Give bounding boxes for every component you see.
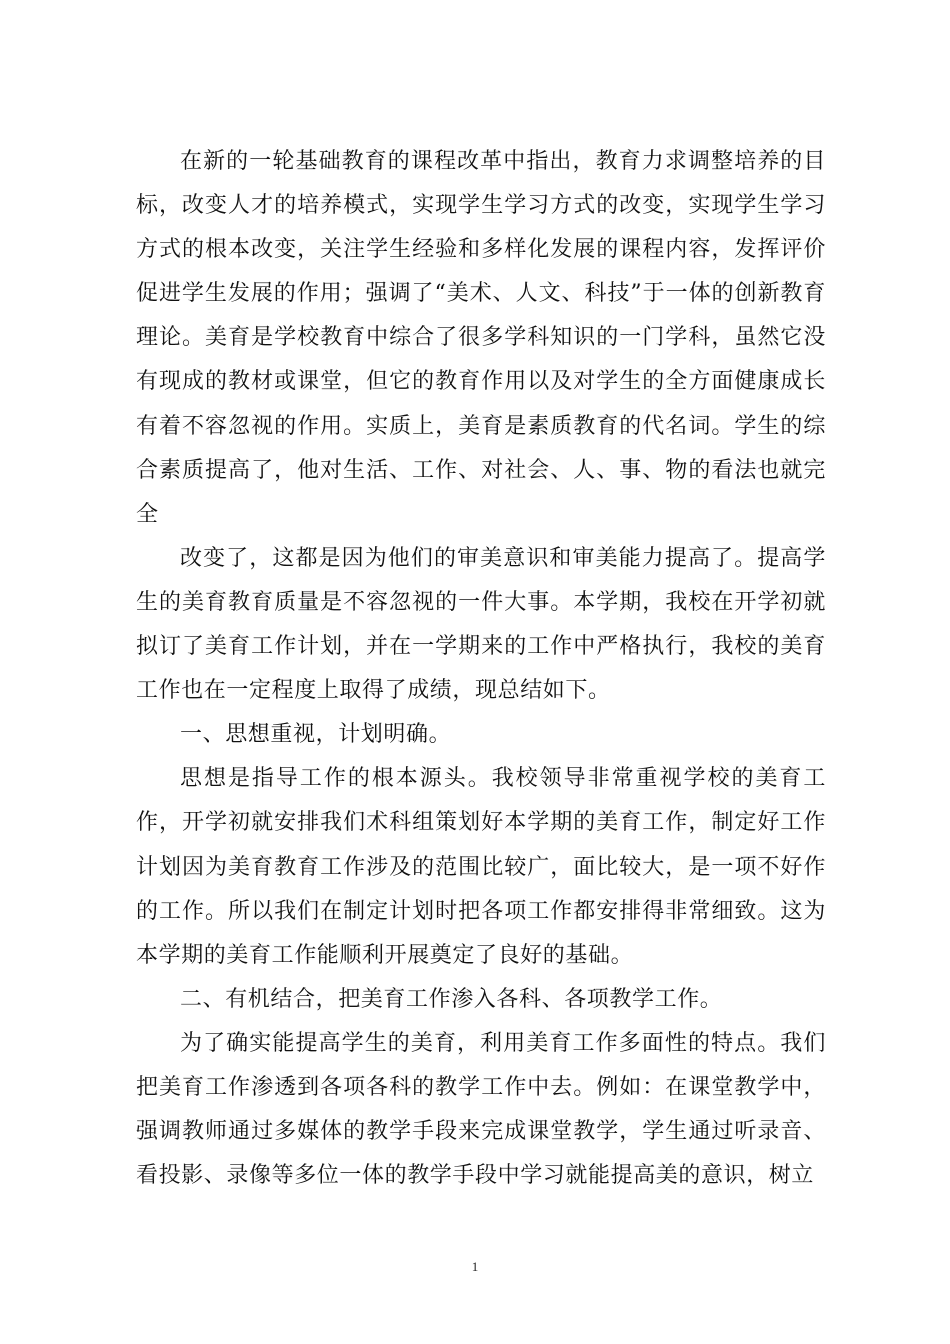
paragraph-section-2: 为了确实能提高学生的美育，利用美育工作多面性的特点。我们把美育工作渗透到各项各科的教学工作中去。例如：在课堂教学中，强调教师通过多媒体的教学手段来完成课堂教学，学生通过听录音、看投影、录像等多位一体的教学手段中学习就能提高美的意识，树立: [136, 1030, 826, 1189]
paragraph-intro: 在新的一轮基础教育的课程改革中指出，教育力求调整培养的目标，改变人才的培养模式，实现学生学习方式的改变，实现学生学习方式的根本改变，关注学生经验和多样化发展的课程内容，发挥评价促进学生发展的作用；强调了“美术、人文、科技”于一体的创新教育理论。美育是学校教育中综合了很多学科知识的一门学科，虽然它没有现成的教材或课堂，但它的教育作用以及对学生的全方面健康成长有着不容忽视的作用。实质上，美育是素质教育的代名词。学生的综合素质提高了，他对生活、工作、对社会、人、事、物的看法也就完全: [136, 149, 826, 527]
paragraph-section-1: 思想是指导工作的根本源头。我校领导非常重视学校的美育工作，开学初就安排我们术科组策划好本学期的美育工作，制定好工作计划因为美育教育工作涉及的范围比较广，面比较大，是一项不好作的工作。所以我们在制定计划时把各项工作都安排得非常细致。这为本学期的美育工作能顺利开展奠定了良好的基础。: [136, 766, 826, 968]
paragraph-continuation: 改变了，这都是因为他们的审美意识和审美能力提高了。提高学生的美育教育质量是不容忽视的一件大事。本学期，我校在开学初就拟订了美育工作计划，并在一学期来的工作中严格执行，我校的美育工作也在一定程度上取得了成绩，现总结如下。: [136, 545, 826, 704]
section-heading-1: 一、思想重视，计划明确。: [180, 722, 452, 748]
document-body: [136, 140, 826, 1198]
page-number: 1: [471, 1259, 479, 1274]
section-heading-2: 二、有机结合，把美育工作渗入各科、各项教学工作。: [180, 986, 723, 1012]
